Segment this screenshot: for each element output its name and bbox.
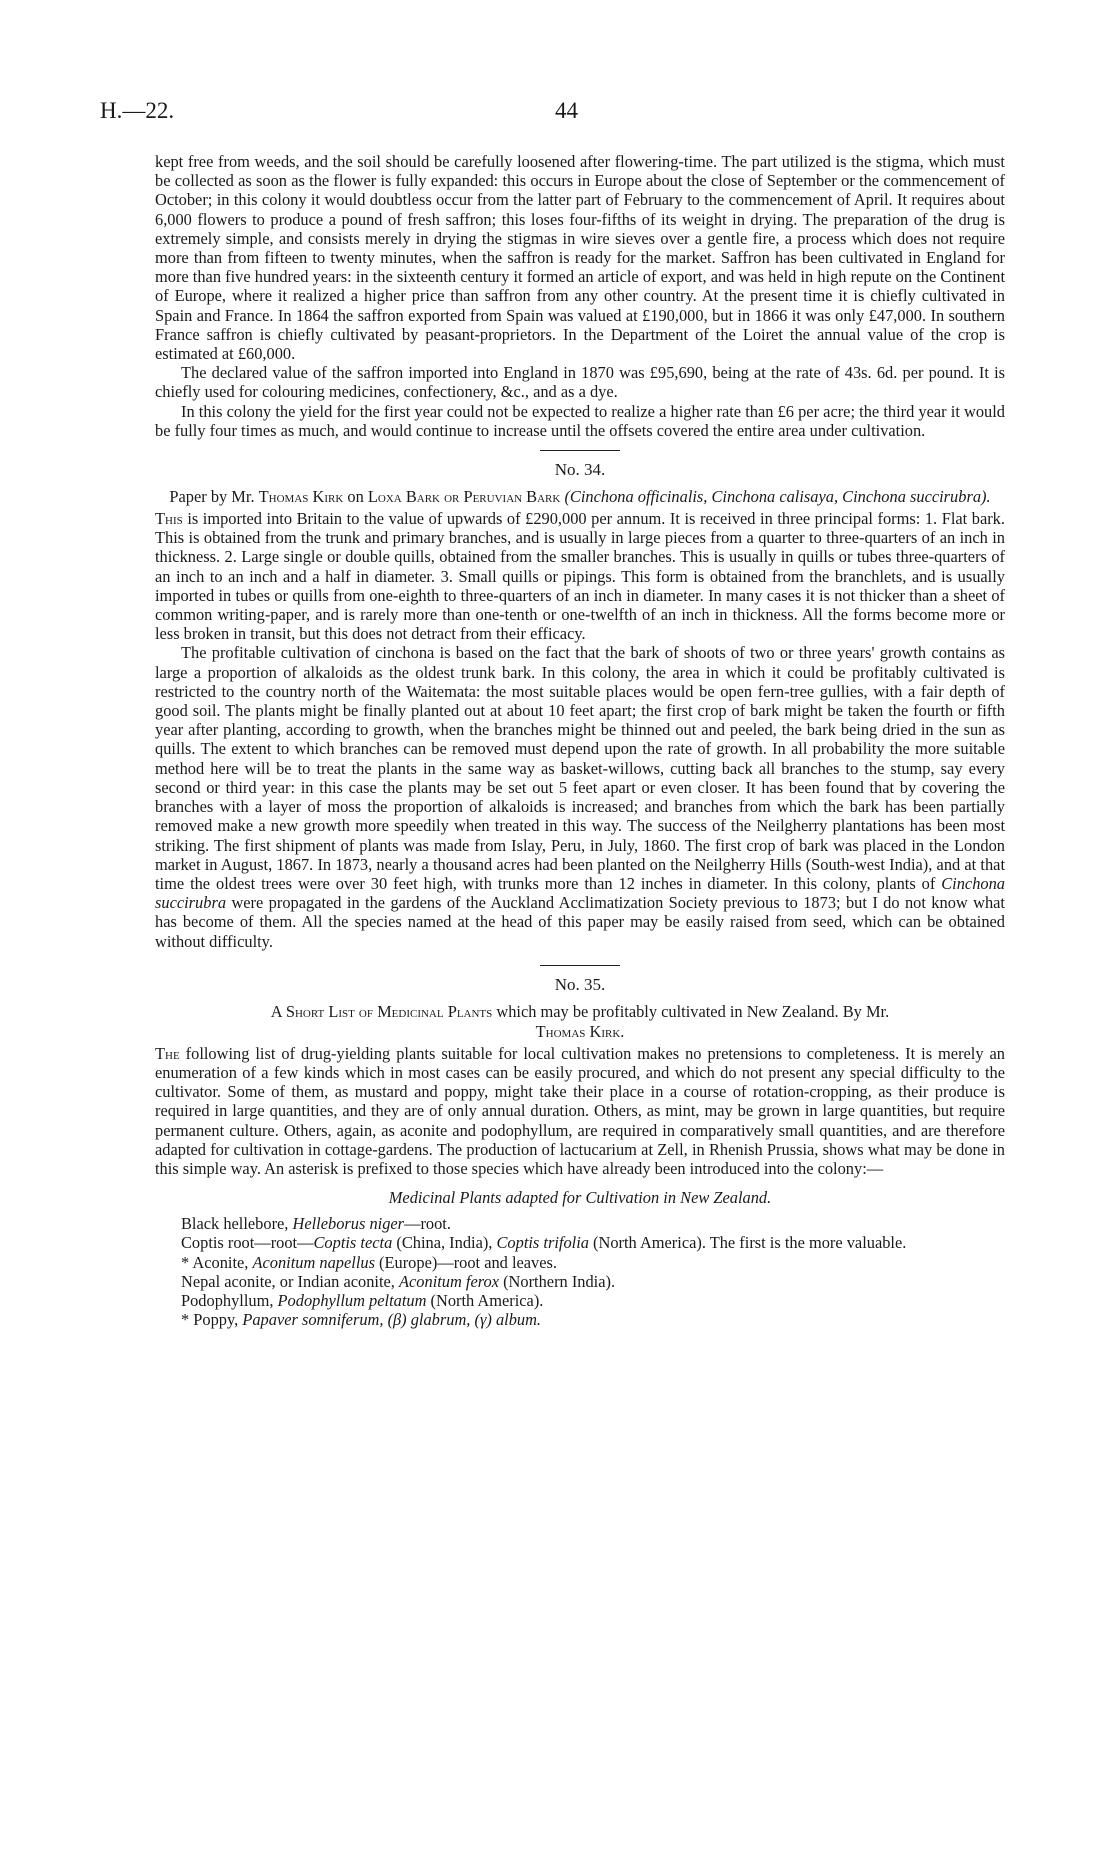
page-header bbox=[100, 98, 1014, 128]
list-item bbox=[155, 1214, 1005, 1233]
section-divider bbox=[540, 450, 620, 451]
plant-latin: Podophyllum peltatum bbox=[277, 1290, 427, 1310]
plant-detail: —root. bbox=[404, 1214, 451, 1234]
plant-latin: Coptis trifolia bbox=[496, 1233, 589, 1253]
plant-latin: Aconitum ferox bbox=[399, 1271, 499, 1291]
plant-name: * Aconite, bbox=[181, 1252, 249, 1272]
section-divider bbox=[540, 965, 620, 966]
plant-latin: Coptis tecta bbox=[313, 1233, 393, 1253]
body-paragraph bbox=[155, 643, 1005, 950]
species-name: Cinchona succirubra bbox=[155, 873, 1005, 913]
plant-name: Nepal aconite, or Indian aconite, bbox=[181, 1271, 395, 1291]
title-on: on bbox=[347, 487, 364, 507]
paper-title bbox=[155, 1002, 1005, 1042]
title-rest: which may be profitably cultivated in New Zealand. By Mr. bbox=[496, 1001, 890, 1021]
saffron-continuation bbox=[155, 152, 1005, 440]
plant-list bbox=[155, 1214, 1005, 1329]
page-body bbox=[155, 152, 1005, 1329]
list-item bbox=[155, 1291, 1005, 1310]
plant-latin: Helleborus niger bbox=[292, 1214, 405, 1234]
body-paragraph: kept free from weeds, and the soil should be carefully loosened after flowering-time. The part utilized is the stigma, which must be collected as soon as the flower is fully expanded: this occurs in Europe about the close of September or the commencement of October; in this colony it would doubtless occur from the latter part of February to the commencement of April. It requires about 6,000 flowers to produce a pound of fresh saffron; this loses four-fifths of its weight in drying. The preparation of the drug is extremely simple, and consists merely in drying the stigmas in wire sieves over a gentle fire, a process which does not require more than from fifteen to twenty minutes, when the saffron is ready for the market. Saffron has been cultivated in England for more than five hundred years: in the sixteenth century it formed an article of export, and was held in high repute on the Continent of Europe, where it realized a higher price than saffron from any other country. At the present time it is chiefly cultivated in Spain and France. In 1864 the saffron exported from Spain was valued at £190,000, but in 1866 it was only £47,000. In southern France saffron is chiefly cultivated by peasant-proprietors. In the Department of the Loiret the annual value of the crop is estimated at £60,000. bbox=[155, 152, 1005, 364]
lead-word: The bbox=[155, 1043, 180, 1063]
plant-name: * Poppy, bbox=[181, 1310, 239, 1330]
body-paragraph: The declared value of the saffron imported into England in 1870 was £95,690, being at the rate of 43s. 6d. per pound. It is chiefly used for colouring medicines, confectionery, &c., and as a dye. bbox=[155, 363, 1005, 402]
body-paragraph: In this colony the yield for the first year could not be expected to realize a higher rate than £6 per acre; the third year it would be fully four times as much, and would continue to increase until the offsets covered the entire area under cultivation. bbox=[155, 401, 1005, 440]
paragraph-text: were propagated in the gardens of the Auckland Acclimatization Society previous to 1873; but I do not know what has become of them. All the species named at the head of this paper may be easily raised from seed, which can be obtained without difficulty. bbox=[155, 893, 1005, 951]
plant-detail: (Northern India). bbox=[499, 1271, 616, 1291]
paper-34 bbox=[155, 459, 1005, 951]
list-item bbox=[155, 1310, 1005, 1329]
list-item bbox=[155, 1233, 1005, 1252]
plant-detail: (China, India), bbox=[392, 1233, 497, 1253]
body-paragraph bbox=[155, 1044, 1005, 1178]
plant-name: Coptis root—root— bbox=[181, 1233, 314, 1253]
paper-number: No. 34. bbox=[554, 460, 606, 480]
paragraph-text: The profitable cultivation of cinchona is based on the fact that the bark of shoots of two or three years' growth contains as large a proportion of alkaloids as the oldest trunk bark. In this colony, the area in which it could be profitably cultivated is restricted to the country north of the Waitemata: the most suitable places would be open fern-tree gullies, with a fair depth of good soil. The plants might be finally planted out at about 10 feet apart; the first crop of bark might be taken the fourth or fifth year after planting, according to growth, when the branches might be thinned out and peeled, the bark being dried in the sun as quills. The extent to which branches can be removed must depend upon the rate of growth. In all probability the more suitable method here will be to treat the plants in the same way as basket-willows, cutting back all branches to the stump, say every second or third year: in this case the plants may be set out 5 feet apart or even closer. It has been found that by covering the branches with a layer of moss the proportion of alkaloids is increased; and branches from which the bark has been partially removed make a new growth more speedily when treated in this way. The success of the Neilgherry plantations has been most striking. The first shipment of plants was made from Islay, Peru, in July, 1860. The first crop of bark was placed in the London market in August, 1867. In 1873, nearly a thousand acres had been planted on the Neilgherry Hills (South-west India), and at that time the oldest trees were over 30 feet high, with trunks more than 12 inches in diameter. In this colony, plants of bbox=[155, 643, 1005, 893]
author-name: Thomas Kirk. bbox=[535, 1021, 625, 1041]
plant-detail: (North America). The first is the more valuable. bbox=[588, 1233, 907, 1253]
title-species: (Cinchona officinalis, Cinchona calisaya, Cinchona succirubra). bbox=[564, 487, 991, 507]
title-caps: Short List of Medicinal Plants bbox=[285, 1001, 493, 1021]
plant-latin: Aconitum napellus bbox=[252, 1252, 375, 1272]
list-item bbox=[155, 1272, 1005, 1291]
page-number: 44 bbox=[555, 98, 578, 123]
body-paragraph bbox=[155, 509, 1005, 643]
plant-detail: (North America). bbox=[426, 1290, 544, 1310]
title-subject: Loxa Bark or Peruvian Bark bbox=[367, 487, 561, 507]
plant-name: Podophyllum, bbox=[181, 1290, 274, 1310]
author-name: Thomas Kirk bbox=[258, 487, 344, 507]
title-prefix: Paper by Mr. bbox=[169, 487, 255, 507]
paper-number: No. 35. bbox=[554, 974, 606, 994]
list-heading: Medicinal Plants adapted for Cultivation in New Zealand. bbox=[388, 1188, 772, 1208]
document-reference: H.—22. bbox=[100, 98, 175, 123]
lead-word: This bbox=[155, 509, 183, 529]
list-item bbox=[155, 1253, 1005, 1272]
paper-35 bbox=[155, 974, 1005, 1330]
title-lead: A bbox=[270, 1001, 282, 1021]
plant-detail: (Europe)—root and leaves. bbox=[374, 1252, 558, 1272]
paragraph-text: is imported into Britain to the value of upwards of £290,000 per annum. It is received in three principal forms: 1. Flat bark. This is obtained from the trunk and primary branches, and is usually in large pieces from a quarter to three-quarters of an inch in thickness. 2. Large single or double quills, obtained from the smaller branches. This is usually in quills or tubes three-quarters of an inch to an inch and a half in diameter. 3. Small quills or pipings. This form is obtained from the branchlets, and is usually imported in tubes or quills from one-eighth to three-quarters of an inch in diameter. In many cases it is not thicker than a sheet of common writing-paper, and is rarely more than one-tenth or one-twelfth of an inch in thickness. All the forms become more or less broken in transit, but this does not detract from their efficacy. bbox=[155, 509, 1005, 644]
plant-name: Black hellebore, bbox=[181, 1214, 289, 1234]
paragraph-text: following list of drug-yielding plants suitable for local cultivation makes no pretensions to completeness. It is merely an enumeration of a few kinds which in most cases can be easily procured, and which do not present any special difficulty to the cultivator. Some of them, as mustard and poppy, might take their place in a course of rotation-cropping, as their produce is required in large quantities, and they are of only annual duration. Others, as mint, may be grown in large quantities, but require permanent culture. Others, again, as aconite and podophyllum, are required in comparatively small quantities, and are therefore adapted for cultivation in cottage-gardens. The production of lactucarium at Zell, in Rhenish Prussia, shows what may be done in this simple way. An asterisk is prefixed to those species which have already been introduced into the colony:— bbox=[155, 1043, 1005, 1178]
plant-latin: Papaver somniferum, (β) glabrum, (γ) album. bbox=[242, 1310, 542, 1330]
paper-title bbox=[155, 487, 1005, 507]
